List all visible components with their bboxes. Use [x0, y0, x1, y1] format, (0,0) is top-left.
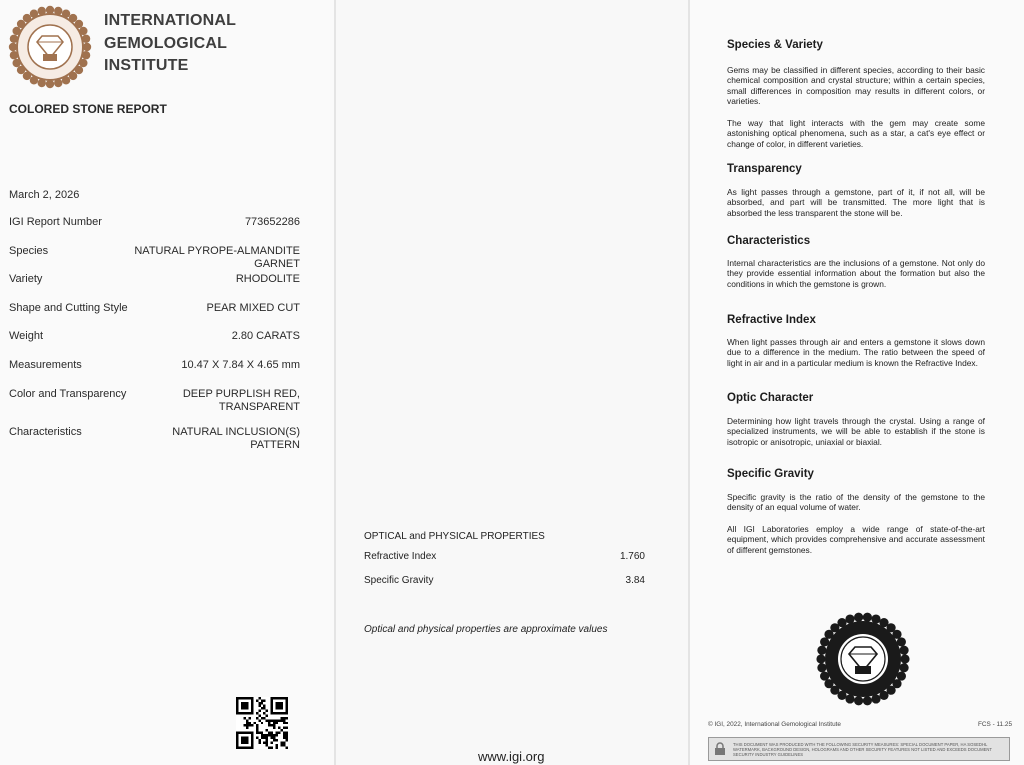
institute-name-line: INSTITUTE — [104, 57, 189, 74]
field-value — [172, 426, 300, 452]
info-section-heading: Refractive Index — [727, 314, 816, 326]
website-link[interactable]: www.igi.org — [478, 749, 545, 764]
info-section-paragraph: The way that light interacts with the gem may create some astonishing optical phenomena, such as a star, a cat's eye effect or change of color, in different varieties. — [727, 118, 985, 149]
field-value-line: DEEP PURPLISH RED, — [182, 388, 300, 400]
igi-seal-stamp — [816, 612, 910, 706]
field-value-line: PEAR MIXED CUT — [206, 302, 300, 314]
security-features-text: THIS DOCUMENT WAS PRODUCED WITH THE FOLLOWING SECURITY MEASURES: SPECIAL DOCUMENT PAPER, HA SOSEDHL WATERMARK, BACKGROUND DESIGN, HOLOGRAMS AND OTHER SECURITY FEATURES NOT LISTED AND EXCEEDS DOCUMENT SECURITY INDUSTRY GUIDELINES — [733, 742, 992, 757]
field-value-line: TRANSPARENT — [218, 401, 300, 413]
info-section-paragraph: Internal characteristics are the inclusions of a gemstone. Not only do they provide essential information about the formation but also the conditions in which the gemstone is grown. — [727, 258, 985, 289]
field-label: Weight — [9, 330, 44, 342]
field-value — [236, 273, 300, 286]
field-value — [245, 216, 300, 229]
field-value-line: NATURAL PYROPE-ALMANDITE — [134, 245, 300, 257]
field-value-line: RHODOLITE — [235, 273, 300, 285]
report-date: March 2, 2026 — [9, 189, 80, 201]
optical-properties-note: Optical and physical properties are approximate values — [364, 624, 608, 635]
field-label: Variety — [9, 273, 43, 285]
info-panel — [690, 0, 1024, 765]
field-label: Characteristics — [9, 426, 82, 438]
copyright-notice: © IGI, 2022, International Gemological Institute — [708, 721, 841, 728]
field-value — [134, 245, 300, 271]
field-value-line: 773652286 — [244, 216, 300, 228]
report-front-panel — [0, 0, 334, 765]
specific-gravity-value: 3.84 — [625, 575, 645, 586]
properties-panel — [336, 0, 688, 765]
qr-code[interactable] — [236, 697, 288, 749]
field-value-line: 2.80 CARATS — [231, 330, 300, 342]
field-label: IGI Report Number — [9, 216, 102, 228]
info-section-paragraph: All IGI Laboratories employ a wide range of state-of-the-art equipment, which provides comprehensive and accurate assessment of different gemstones. — [727, 524, 985, 555]
info-section-heading: Transparency — [727, 163, 802, 175]
field-value-line: PATTERN — [250, 439, 300, 451]
report-title: COLORED STONE REPORT — [9, 102, 167, 116]
info-section-heading: Characteristics — [727, 235, 811, 247]
info-section-heading: Optic Character — [727, 392, 814, 404]
igi-seal-logo — [8, 5, 92, 89]
field-value — [181, 359, 300, 372]
lock-icon — [713, 742, 727, 756]
field-value — [183, 388, 300, 414]
field-label: Measurements — [9, 359, 82, 371]
info-section-heading: Specific Gravity — [727, 468, 814, 480]
field-label: Color and Transparency — [9, 388, 127, 400]
specific-gravity-label: Specific Gravity — [364, 575, 434, 586]
institute-name-line: GEMOLOGICAL — [104, 35, 228, 52]
form-code: FCS - 11.25 — [978, 721, 1012, 728]
field-value — [206, 302, 300, 315]
field-label: Shape and Cutting Style — [9, 302, 128, 314]
refractive-index-value: 1.760 — [619, 551, 645, 562]
info-section-paragraph: When light passes through air and enters a gemstone it slows down due to a difference in the medium. The ratio between the speed of light in air and in a particular medium is known the Refractive Index. — [727, 337, 985, 368]
field-value-line: GARNET — [254, 258, 300, 270]
info-section-paragraph: Determining how light travels through the crystal. Using a range of specialized instruments, we will be able to establish if the stone is isotropic or anisotropic, uniaxial or biaxial. — [727, 416, 985, 447]
info-section-paragraph: As light passes through a gemstone, part of it, if not all, will be absorbed, and part will be transmitted. The more light that is absorbed the less transparent the stone will be. — [727, 187, 985, 218]
institute-name-line: INTERNATIONAL — [104, 12, 237, 29]
field-label: Species — [9, 245, 49, 257]
optical-properties-title: OPTICAL and PHYSICAL PROPERTIES — [364, 531, 545, 542]
info-section-heading: Species & Variety — [727, 39, 823, 51]
field-value — [232, 330, 300, 343]
info-section-paragraph: Specific gravity is the ratio of the density of the gemstone to the density of an equal volume of water. — [727, 492, 985, 513]
refractive-index-label: Refractive Index — [364, 551, 437, 562]
field-value-line: NATURAL INCLUSION(S) — [172, 426, 300, 438]
field-value-line: 10.47 X 7.84 X 4.65 mm — [181, 359, 300, 371]
security-features-box — [708, 737, 1010, 761]
info-section-paragraph: Gems may be classified in different species, according to their basic chemical composition and crystal structure; within a certain species, small differences in composition may results in different colors, or varieties. — [727, 65, 985, 107]
